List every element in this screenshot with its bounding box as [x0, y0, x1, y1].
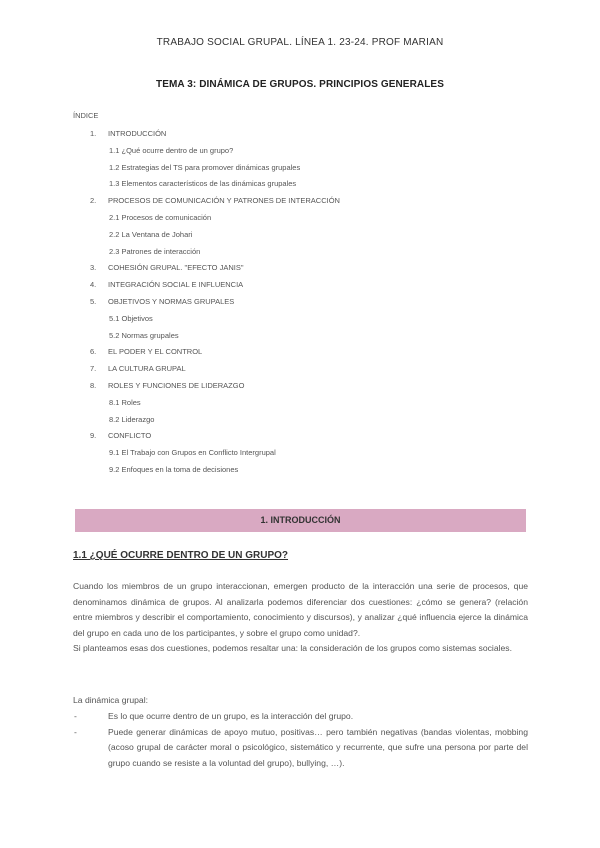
paragraph-3: La dinámica grupal: [73, 695, 149, 705]
toc-subentry-label: 1.3 Elementos característicos de las dinámicas grupales [109, 179, 297, 189]
toc-subentry-label: 1.1 ¿Qué ocurre dentro de un grupo? [109, 145, 234, 155]
toc-subentry-label: 2.1 Procesos de comunicación [109, 213, 212, 222]
list-item [73, 725, 528, 772]
subsection-heading: 1.1 ¿QUÉ OCURRE DENTRO DE UN GRUPO? [73, 550, 289, 561]
toc-entry-number: 6. [90, 347, 97, 357]
bullet-text: Es lo que ocurre dentro de un grupo, es la interacción del grupo. [108, 711, 354, 721]
toc-subentry-label: 8.1 Roles [109, 397, 141, 407]
toc-entry-number: 9. [90, 431, 97, 441]
toc-subentry-label: 9.1 El Trabajo con Grupos en Conflicto Intergrupal [109, 448, 276, 458]
toc-subentry-label: 5.2 Normas grupales [109, 330, 179, 340]
toc-entry-number: 3. [90, 263, 97, 273]
paragraph-1: Cuando los miembros de un grupo interaccionan, emergen producto de la interacción una serie de procesos, que denominamos dinámica de grupos. Al analizarla podemos diferenciar dos cuestiones: ¿cómo se genera? (relación entre miembros y describir el comportamiento, conocimiento y discursos), y analizar ¿qué influencia ejerce la dinámica del grupo en cada uno de los participantes, y sobre el grupo como unidad?. [73, 581, 528, 638]
document-title: TEMA 3: DINÁMICA DE GRUPOS. PRINCIPIOS GENERALES [156, 79, 444, 90]
toc-entry-label: PROCESOS DE COMUNICACIÓN Y PATRONES DE INTERACCIÓN [108, 196, 340, 206]
toc-entry-label: INTEGRACIÓN SOCIAL E INFLUENCIA [108, 280, 244, 290]
toc-entry-label: EL PODER Y EL CONTROL [108, 347, 203, 357]
list-item [73, 709, 528, 725]
toc-entry-label: INTRODUCCIÓN [108, 129, 167, 138]
toc-entry-number: 1. [90, 129, 97, 138]
toc-entry-number: 8. [90, 381, 97, 390]
toc-subentry-label: 1.2 Estrategias del TS para promover dinámicas grupales [109, 162, 301, 172]
toc-entry-label: COHESIÓN GRUPAL. "EFECTO JANIS" [108, 263, 244, 273]
bullet-list [73, 709, 528, 771]
toc-entry-number: 4. [90, 280, 97, 290]
toc-subentry-label: 5.1 Objetivos [109, 313, 153, 323]
toc-subentry-label: 8.2 Liderazgo [109, 414, 155, 424]
bullet-text: Puede generar dinámicas de apoyo mutuo, positivas… pero también negativas (bandas violentas, mobbing (acoso grupal de carácter moral o psicológico, sistemático y recurrente, que sufre una persona por parte del grupo cuando se resiste a la voluntad del grupo), bullying, …). [108, 726, 528, 768]
toc-title: ÍNDICE [73, 111, 99, 120]
paragraph-2: Si planteamos esas dos cuestiones, podemos resaltar una: la consideración de los grupos como sistemas sociales. [73, 643, 512, 653]
bullet-marker: - [74, 726, 77, 737]
toc-entry-number: 2. [90, 196, 97, 206]
section-heading-introduccion: 1. INTRODUCCIÓN [75, 509, 526, 532]
toc-entry-label: ROLES Y FUNCIONES DE LIDERAZGO [108, 381, 245, 390]
toc-subentry-label: 2.3 Patrones de interacción [109, 246, 201, 256]
toc-subentry-label: 2.2 La Ventana de Johari [109, 229, 193, 239]
toc-entry-label: LA CULTURA GRUPAL [108, 364, 186, 374]
toc-entry-label: OBJETIVOS Y NORMAS GRUPALES [108, 297, 235, 306]
toc-entry-number: 7. [90, 364, 97, 374]
page-header: TRABAJO SOCIAL GRUPAL. LÍNEA 1. 23-24. PROF MARIAN [156, 37, 444, 48]
toc-entry-label: CONFLICTO [108, 431, 152, 441]
bullet-marker: - [74, 711, 77, 721]
toc-subentry-label: 9.2 Enfoques en la toma de decisiones [109, 465, 239, 474]
toc-entry-number: 5. [90, 297, 97, 306]
